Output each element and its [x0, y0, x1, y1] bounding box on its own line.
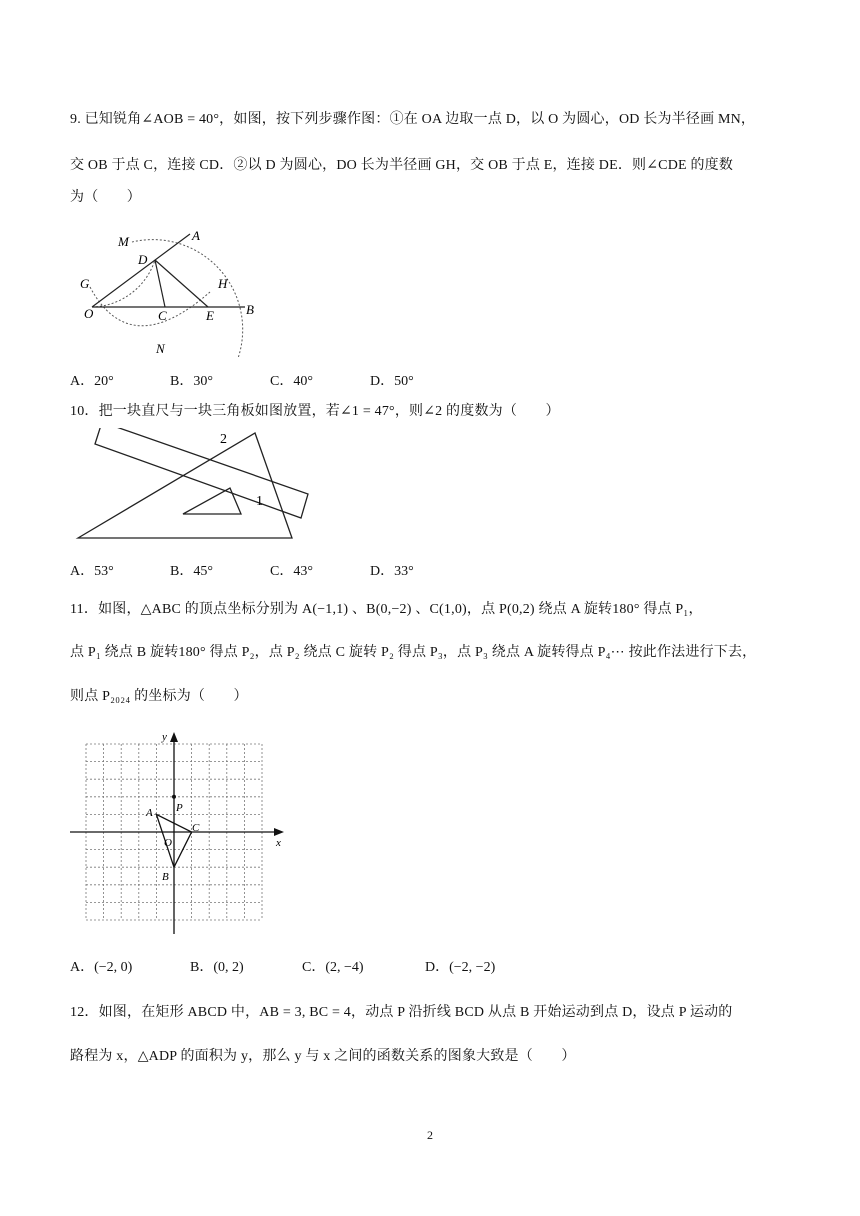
ray-oa [92, 234, 190, 307]
q9-option-d: D．50° [370, 374, 414, 389]
q10-option-b: B．45° [170, 564, 213, 579]
q11-text-line3: 则点 P₂₀₂₄ 的坐标为（ ） [70, 689, 248, 704]
q10-text-line1: 10．把一块直尺与一块三角板如图放置，若∠1 = 47°，则∠2 的度数为（ ） [70, 404, 560, 419]
q10-figure [70, 428, 320, 543]
q9-text-line3: 为（ ） [70, 190, 141, 205]
q9-text-line2: 交 OB 于点 C，连接 CD．②以 D 为圆心，DO 长为半径画 GH，交 OB 于点 E，连接 DE．则∠CDE 的度数 [70, 158, 734, 173]
label-b: B [162, 871, 169, 883]
q11-option-a: A．(−2, 0) [70, 960, 133, 975]
q11-text-line2: 点 P₁ 绕点 B 旋转180° 得点 P₂，点 P₂ 绕点 C 旋转 P₂ 得点 P₃，点 P₃ 绕点 A 旋转得点 P₄⋯ 按此作法进行下去， [70, 645, 757, 660]
q10-option-a: A．53° [70, 564, 114, 579]
label-e: E [206, 308, 214, 323]
label-b: B [246, 302, 254, 317]
angle-label-2: 2 [220, 432, 227, 447]
label-a: A [192, 228, 200, 243]
angle-label-1: 1 [256, 494, 263, 509]
q11-text-line1: 11．如图，△ABC 的顶点坐标分别为 A(−1,1) 、B(0,−2) 、C(1,0)，点 P(0,2) 绕点 A 旋转180° 得点 P₁， [70, 602, 703, 617]
q9-figure [70, 222, 270, 357]
q10-option-c: C．43° [270, 564, 313, 579]
label-c: C [192, 822, 200, 834]
label-o: O [84, 306, 94, 321]
y-axis-arrow [170, 732, 178, 742]
label-n: N [156, 341, 165, 356]
label-d: D [138, 252, 148, 267]
q9-option-c: C．40° [270, 374, 313, 389]
label-m: M [118, 234, 129, 249]
label-c: C [158, 308, 167, 323]
q12-text-line2: 路程为 x，△ADP 的面积为 y，那么 y 与 x 之间的函数关系的图象大致是（ ） [70, 1049, 576, 1064]
axis-label-y: y [162, 731, 167, 743]
q9-option-b: B．30° [170, 374, 213, 389]
label-h: H [218, 276, 228, 291]
arc-mn [132, 240, 243, 357]
axis-label-x: x [276, 837, 281, 849]
q11-option-c: C．(2, −4) [302, 960, 364, 975]
q11-coordinate-grid [66, 728, 291, 938]
q10-option-d: D．33° [370, 564, 414, 579]
x-axis-arrow [274, 828, 284, 836]
label-g: G [80, 276, 90, 291]
q11-option-b: B．(0, 2) [190, 960, 244, 975]
q11-option-d: D．(−2, −2) [425, 960, 496, 975]
q9-option-a: A．20° [70, 374, 114, 389]
q12-text-line1: 12．如图，在矩形 ABCD 中，AB = 3, BC = 4，动点 P 沿折线 BCD 从点 B 开始运动到点 D，设点 P 运动的 [70, 1005, 733, 1020]
q9-text-line1: 9. 已知锐角∠AOB = 40°，如图，按下列步骤作图：①在 OA 边取一点 D，以 O 为圆心，OD 长为半径画 MN， [70, 112, 756, 127]
point-p [172, 795, 176, 799]
label-a: A [146, 807, 153, 819]
set-square-inner [183, 488, 241, 514]
label-o: O [164, 837, 172, 849]
page-number: 2 [427, 1128, 433, 1142]
label-p: P [176, 802, 183, 814]
